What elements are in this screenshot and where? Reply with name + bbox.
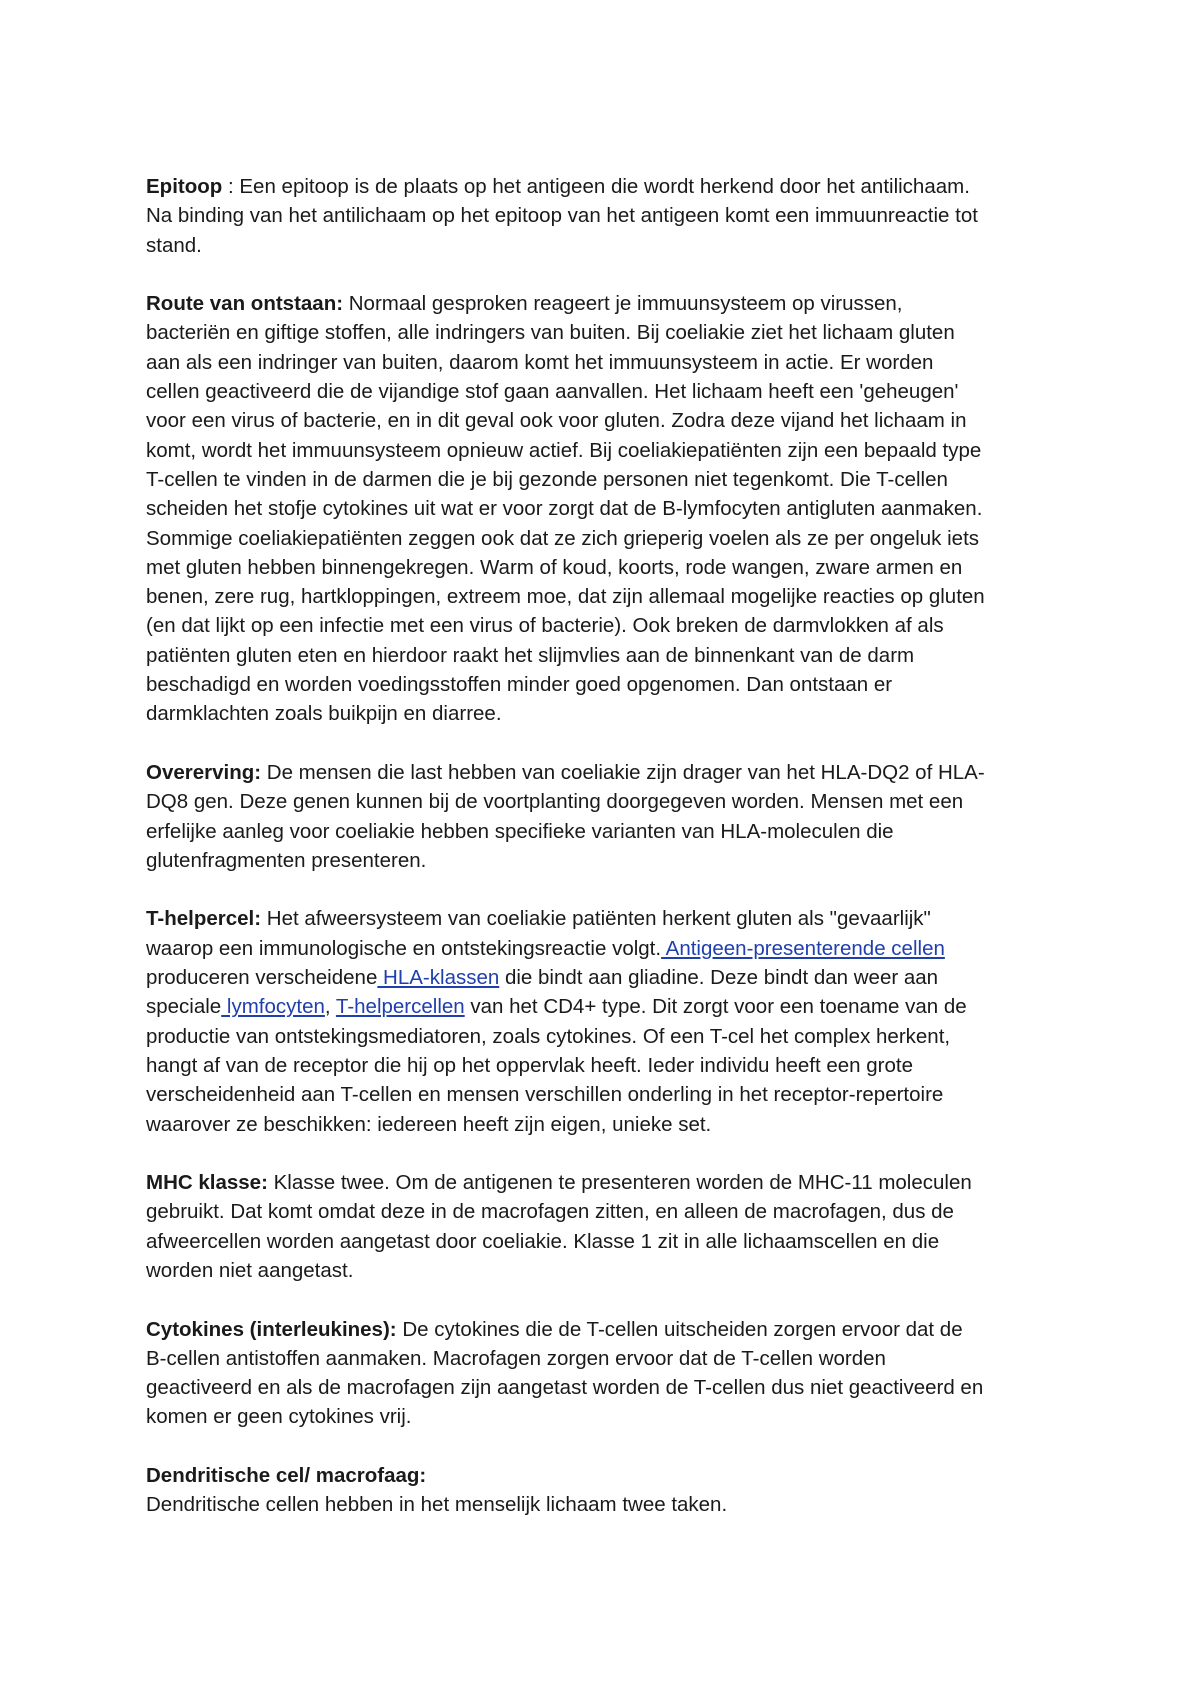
section-epitoop: [146, 172, 1066, 260]
section-heading: MHC klasse:: [146, 1171, 268, 1195]
paragraph-text: glutenfragmenten presenteren.: [146, 848, 427, 872]
link-antigeen-presenterende-cellen[interactable]: Antigeen-presenterende cellen: [661, 936, 945, 960]
paragraph-text: bacteriën en giftige stoffen, alle indringers van buiten. Bij coeliakie ziet het lichaam gluten: [146, 321, 955, 345]
paragraph-text: met gluten hebben binnengekregen. Warm of koud, koorts, rode wangen, zware armen en: [146, 555, 963, 579]
paragraph-text: DQ8 gen. Deze genen kunnen bij de voortplanting doorgegeven worden. Mensen met een: [146, 790, 964, 814]
paragraph-text: productie van ontstekingsmediatoren, zoals cytokines. Of een T-cel het complex herkent,: [146, 1024, 951, 1048]
paragraph-text: worden niet aangetast.: [146, 1258, 354, 1282]
paragraph-text: ,: [324, 995, 336, 1019]
section-dendritische-cel: [146, 1461, 1066, 1520]
paragraph-text: Het afweersysteem van coeliakie patiënten herkent gluten als "gevaarlijk": [261, 907, 931, 931]
paragraph-text: patiënten gluten eten en hierdoor raakt het slijmvlies aan de binnenkant van de darm: [146, 643, 915, 667]
section-cytokines: [146, 1315, 1066, 1432]
paragraph-text: gebruikt. Dat komt omdat deze in de macrofagen zitten, en alleen de macrofagen, dus de: [146, 1200, 954, 1224]
paragraph-text: B-cellen antistoffen aanmaken. Macrofagen zorgen ervoor dat de T-cellen worden: [146, 1346, 886, 1370]
paragraph-text: benen, zere rug, hartkloppingen, extreem moe, dat zijn allemaal mogelijke reacties op gluten: [146, 585, 985, 609]
document-page: [146, 172, 1066, 1549]
paragraph-text: Dendritische cellen hebben in het menselijk lichaam twee taken.: [146, 1493, 728, 1517]
section-heading: Dendritische cel/ macrofaag:: [146, 1464, 427, 1488]
paragraph-text: komen er geen cytokines vrij.: [146, 1405, 412, 1429]
paragraph-text: erfelijke aanleg voor coeliakie hebben specifieke varianten van HLA-moleculen die: [146, 819, 894, 843]
paragraph-text: (en dat lijkt op een infectie met een virus of bacterie). Ook breken de darmvlokken af als: [146, 614, 944, 638]
section-mhc-klasse: [146, 1168, 1066, 1285]
paragraph-text: afweercellen worden aangetast door coeliakie. Klasse 1 zit in alle lichaamscellen en die: [146, 1229, 940, 1253]
paragraph-text: scheiden het stofje cytokines uit wat er voor zorgt dat de B-lymfocyten antigluten aanmaken.: [146, 497, 983, 521]
section-heading: Cytokines (interleukines):: [146, 1317, 397, 1341]
paragraph-text: Na binding van het antilichaam op het epitoop van het antigeen komt een immuunreactie tot: [146, 204, 978, 228]
paragraph-text: waarover ze beschikken: iedereen heeft zijn eigen, unieke set.: [146, 1112, 712, 1136]
paragraph-text: voor een virus of bacterie, en in dit geval ook voor gluten. Zodra deze vijand het lichaam in: [146, 409, 967, 433]
section-route-van-ontstaan: [146, 289, 1066, 728]
paragraph-text: aan als een indringer van buiten, daarom komt het immuunsysteem in actie. Er worden: [146, 350, 934, 374]
paragraph-text: darmklachten zoals buikpijn en diarree.: [146, 702, 502, 726]
paragraph-text: die bindt aan gliadine. Deze bindt dan weer aan: [499, 966, 939, 990]
section-heading: Overerving:: [146, 760, 262, 784]
paragraph-text: De mensen die last hebben van coeliakie zijn drager van het HLA-DQ2 of HLA-: [261, 760, 985, 784]
paragraph-text: verscheidenheid aan T-cellen en mensen verschillen onderling in het receptor-repertoire: [146, 1083, 944, 1107]
paragraph-text: T-cellen te vinden in de darmen die je bij gezonde personen niet tegenkomt. Die T-cellen: [146, 467, 948, 491]
paragraph-text: beschadigd en worden voedingsstoffen minder goed opgenomen. Dan ontstaan er: [146, 673, 893, 697]
link-lymfocyten[interactable]: lymfocyten: [221, 995, 325, 1019]
paragraph-text: hangt af van de receptor die hij op het oppervlak heeft. Ieder individu heeft een grote: [146, 1053, 913, 1077]
section-heading: T-helpercel:: [146, 907, 262, 931]
paragraph-text: Sommige coeliakiepatiënten zeggen ook dat ze zich grieperig voelen als ze per ongeluk iets: [146, 526, 980, 550]
link-t-helpercellen[interactable]: T-helpercellen: [335, 995, 465, 1019]
paragraph-text: speciale: [146, 995, 222, 1019]
paragraph-text: komt, wordt het immuunsysteem opnieuw actief. Bij coeliakiepatiënten zijn een bepaald type: [146, 438, 982, 462]
paragraph-text: De cytokines die de T-cellen uitscheiden zorgen ervoor dat de: [396, 1317, 963, 1341]
paragraph-text: geactiveerd en als de macrofagen zijn aangetast worden de T-cellen dus niet geactiveerd en: [146, 1376, 984, 1400]
paragraph-text: stand.: [146, 233, 202, 257]
paragraph-text: produceren verscheidene: [146, 966, 378, 990]
paragraph-text: van het CD4+ type. Dit zorgt voor een toename van de: [464, 995, 967, 1019]
section-heading: Epitoop: [146, 175, 223, 198]
paragraph-text: cellen geactiveerd die de vijandige stof gaan aanvallen. Het lichaam heeft een 'geheugen': [146, 380, 959, 404]
link-hla-klassen[interactable]: HLA-klassen: [377, 966, 500, 990]
paragraph-text: Normaal gesproken reageert je immuunsysteem op virussen,: [343, 292, 903, 316]
section-t-helpercel: [146, 904, 1066, 1138]
paragraph-text: : Een epitoop is de plaats op het antigeen die wordt herkend door het antilichaam.: [222, 175, 970, 198]
section-heading: Route van ontstaan:: [146, 292, 344, 316]
section-overerving: [146, 758, 1066, 875]
paragraph-text: Klasse twee. Om de antigenen te presenteren worden de MHC-11 moleculen: [267, 1171, 972, 1195]
paragraph-text: waarop een immunologische en ontstekingsreactie volgt.: [146, 936, 662, 960]
